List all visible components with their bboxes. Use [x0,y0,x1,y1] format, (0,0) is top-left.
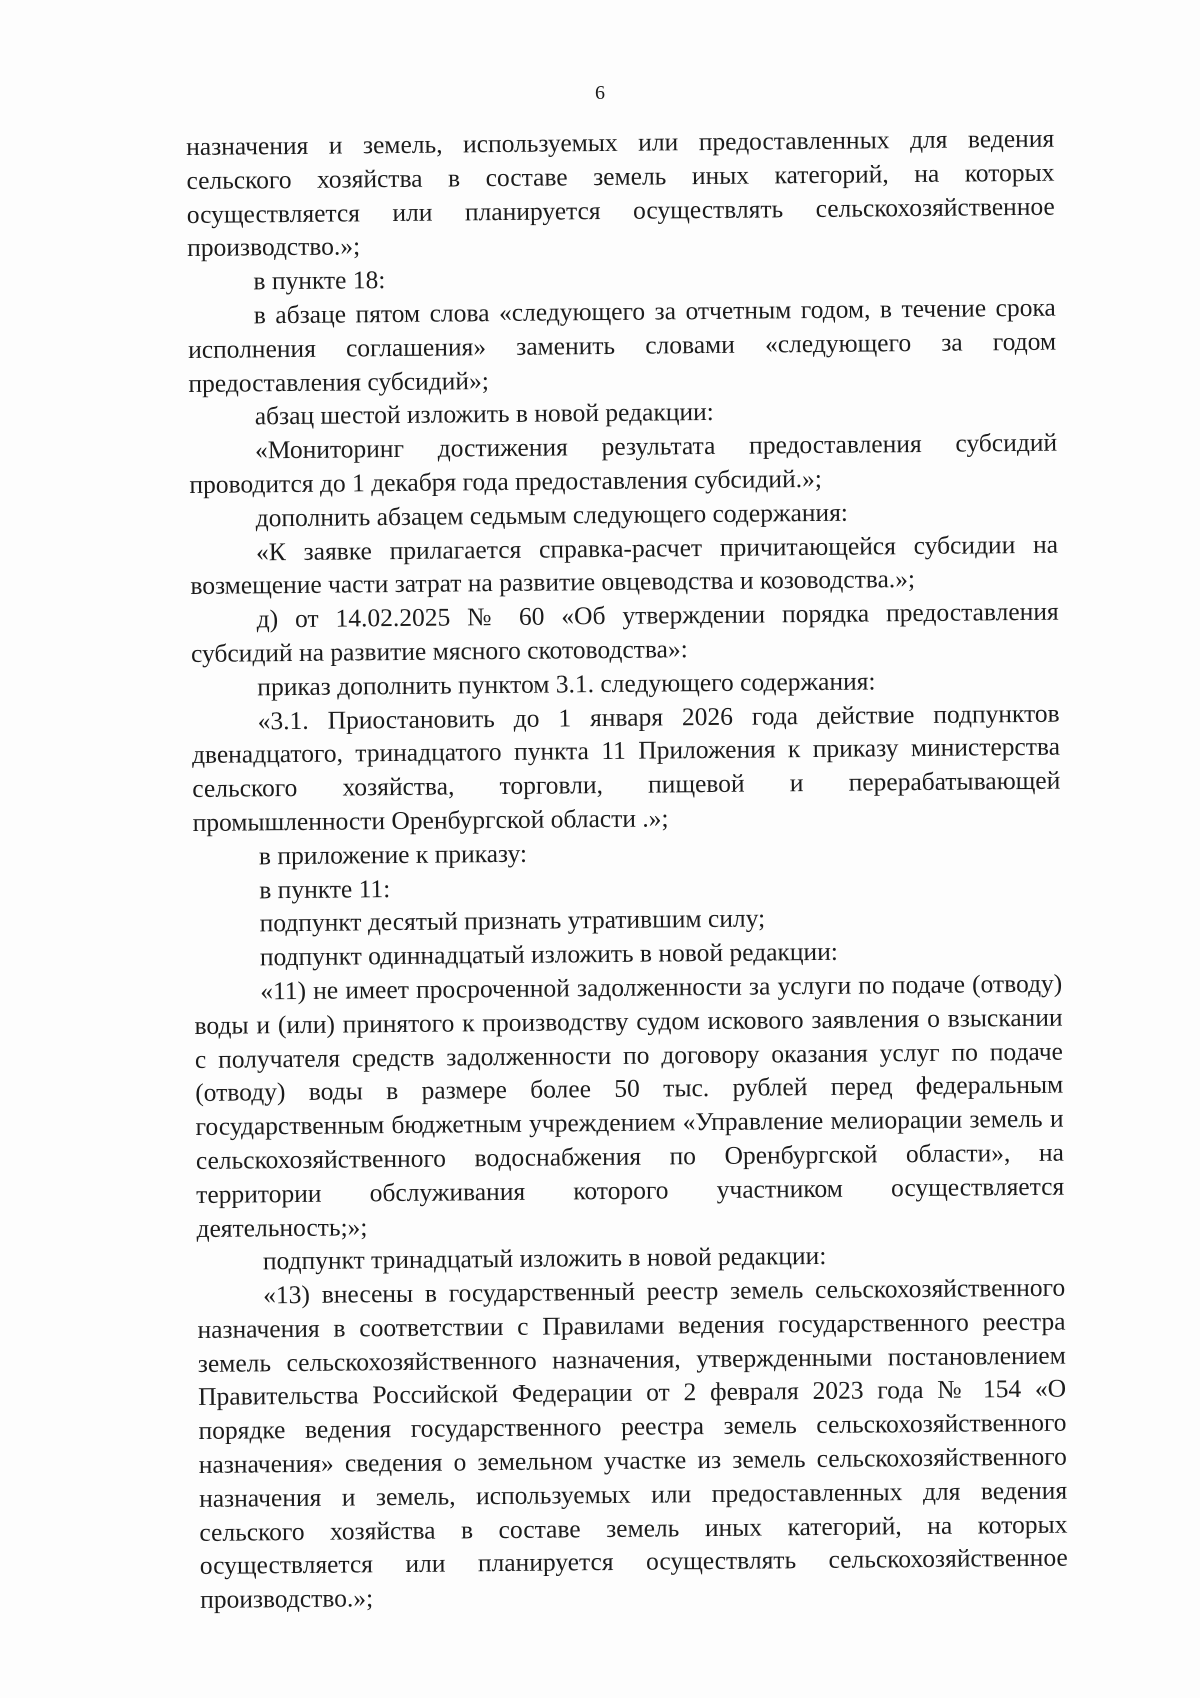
paragraph: дополнить абзацем седьмым следующего содержания: [255,497,849,533]
paragraph: в абзаце пятом слова «следующего за отчетным годом, в течение срока исполнения соглашения» заменить словами «следующего за годом предоставления субсидий»; [187,292,1057,398]
paragraph: в пункте 18: [253,265,386,296]
paragraph: в пункте 11: [259,873,391,904]
paragraph: в приложение к приказу: [258,838,528,871]
document-body [186,122,1068,1617]
page-number: 6 [595,82,605,104]
paragraph: «11) не имеет просроченной задолженности за услуги по подаче (отводу) воды и (или) принятого к производству судом искового заявления о взыскании с получателя средств задолженности по договору оказания услуг по подаче (отводу) воды в размере более 50 тыс. рублей перед федеральным государственным бюджетным учреждением «Управление мелиорации земель и сельскохозяйственного водоснабжения по Оренбургской области», на территории обслуживания которого участником осуществляется деятельность;»; [194,968,1065,1243]
paragraph: «Мониторинг достижения результата предоставления субсидий проводится до 1 декабря года предоставления субсидий.»; [189,427,1058,499]
paragraph: «13) внесены в государственный реестр земель сельскохозяйственного назначения в соответствии с Правилами ведения государственного реестра земель сельскохозяйственного назначения, утвержденными постановлением Правительства Российской Федерации от 2 февраля 2023 года № 154 «О порядке ведения государственного реестра земель сельскохозяйственного назначения» сведения о земельном участке из земель сельскохозяйственного назначения и земель, используемых или предоставленных для ведения сельского хозяйства в составе земель иных категорий, на которых осуществляется или планируется осуществлять сельскохозяйственное производство.»; [197,1272,1068,1615]
paragraph: «К заявке прилагается справка-расчет причитающейся субсидии на возмещение части затрат на развитие овцеводства и козоводства.»; [190,529,1059,601]
paragraph: приказ дополнить пунктом 3.1. следующего содержания: [257,666,876,702]
paragraph: подпункт тринадцатый изложить в новой редакции: [262,1241,827,1276]
paragraph: д) от 14.02.2025 № 60 «Об утверждении порядка предоставления субсидий на развитие мясного скотоводства»: [190,596,1059,668]
paragraph: «3.1. Приостановить до 1 января 2026 года действие подпунктов двенадцатого, тринадцатого пункта 11 Приложения к приказу министерства сельского хозяйства, торговли, пищевой и перерабатывающей промышленности Оренбургской области .»; [191,698,1061,837]
paragraph: назначения и земель, используемых или предоставленных для ведения сельского хозяйства в составе земель иных категорий, на которых осуществляется или планируется осуществлять сельскохозяйственное производство.»; [186,123,1055,263]
paragraph: подпункт одиннадцатый изложить в новой редакции: [259,936,838,972]
paragraph: подпункт десятый признать утратившим силу; [259,903,766,938]
paragraph: абзац шестой изложить в новой редакции: [254,397,714,431]
